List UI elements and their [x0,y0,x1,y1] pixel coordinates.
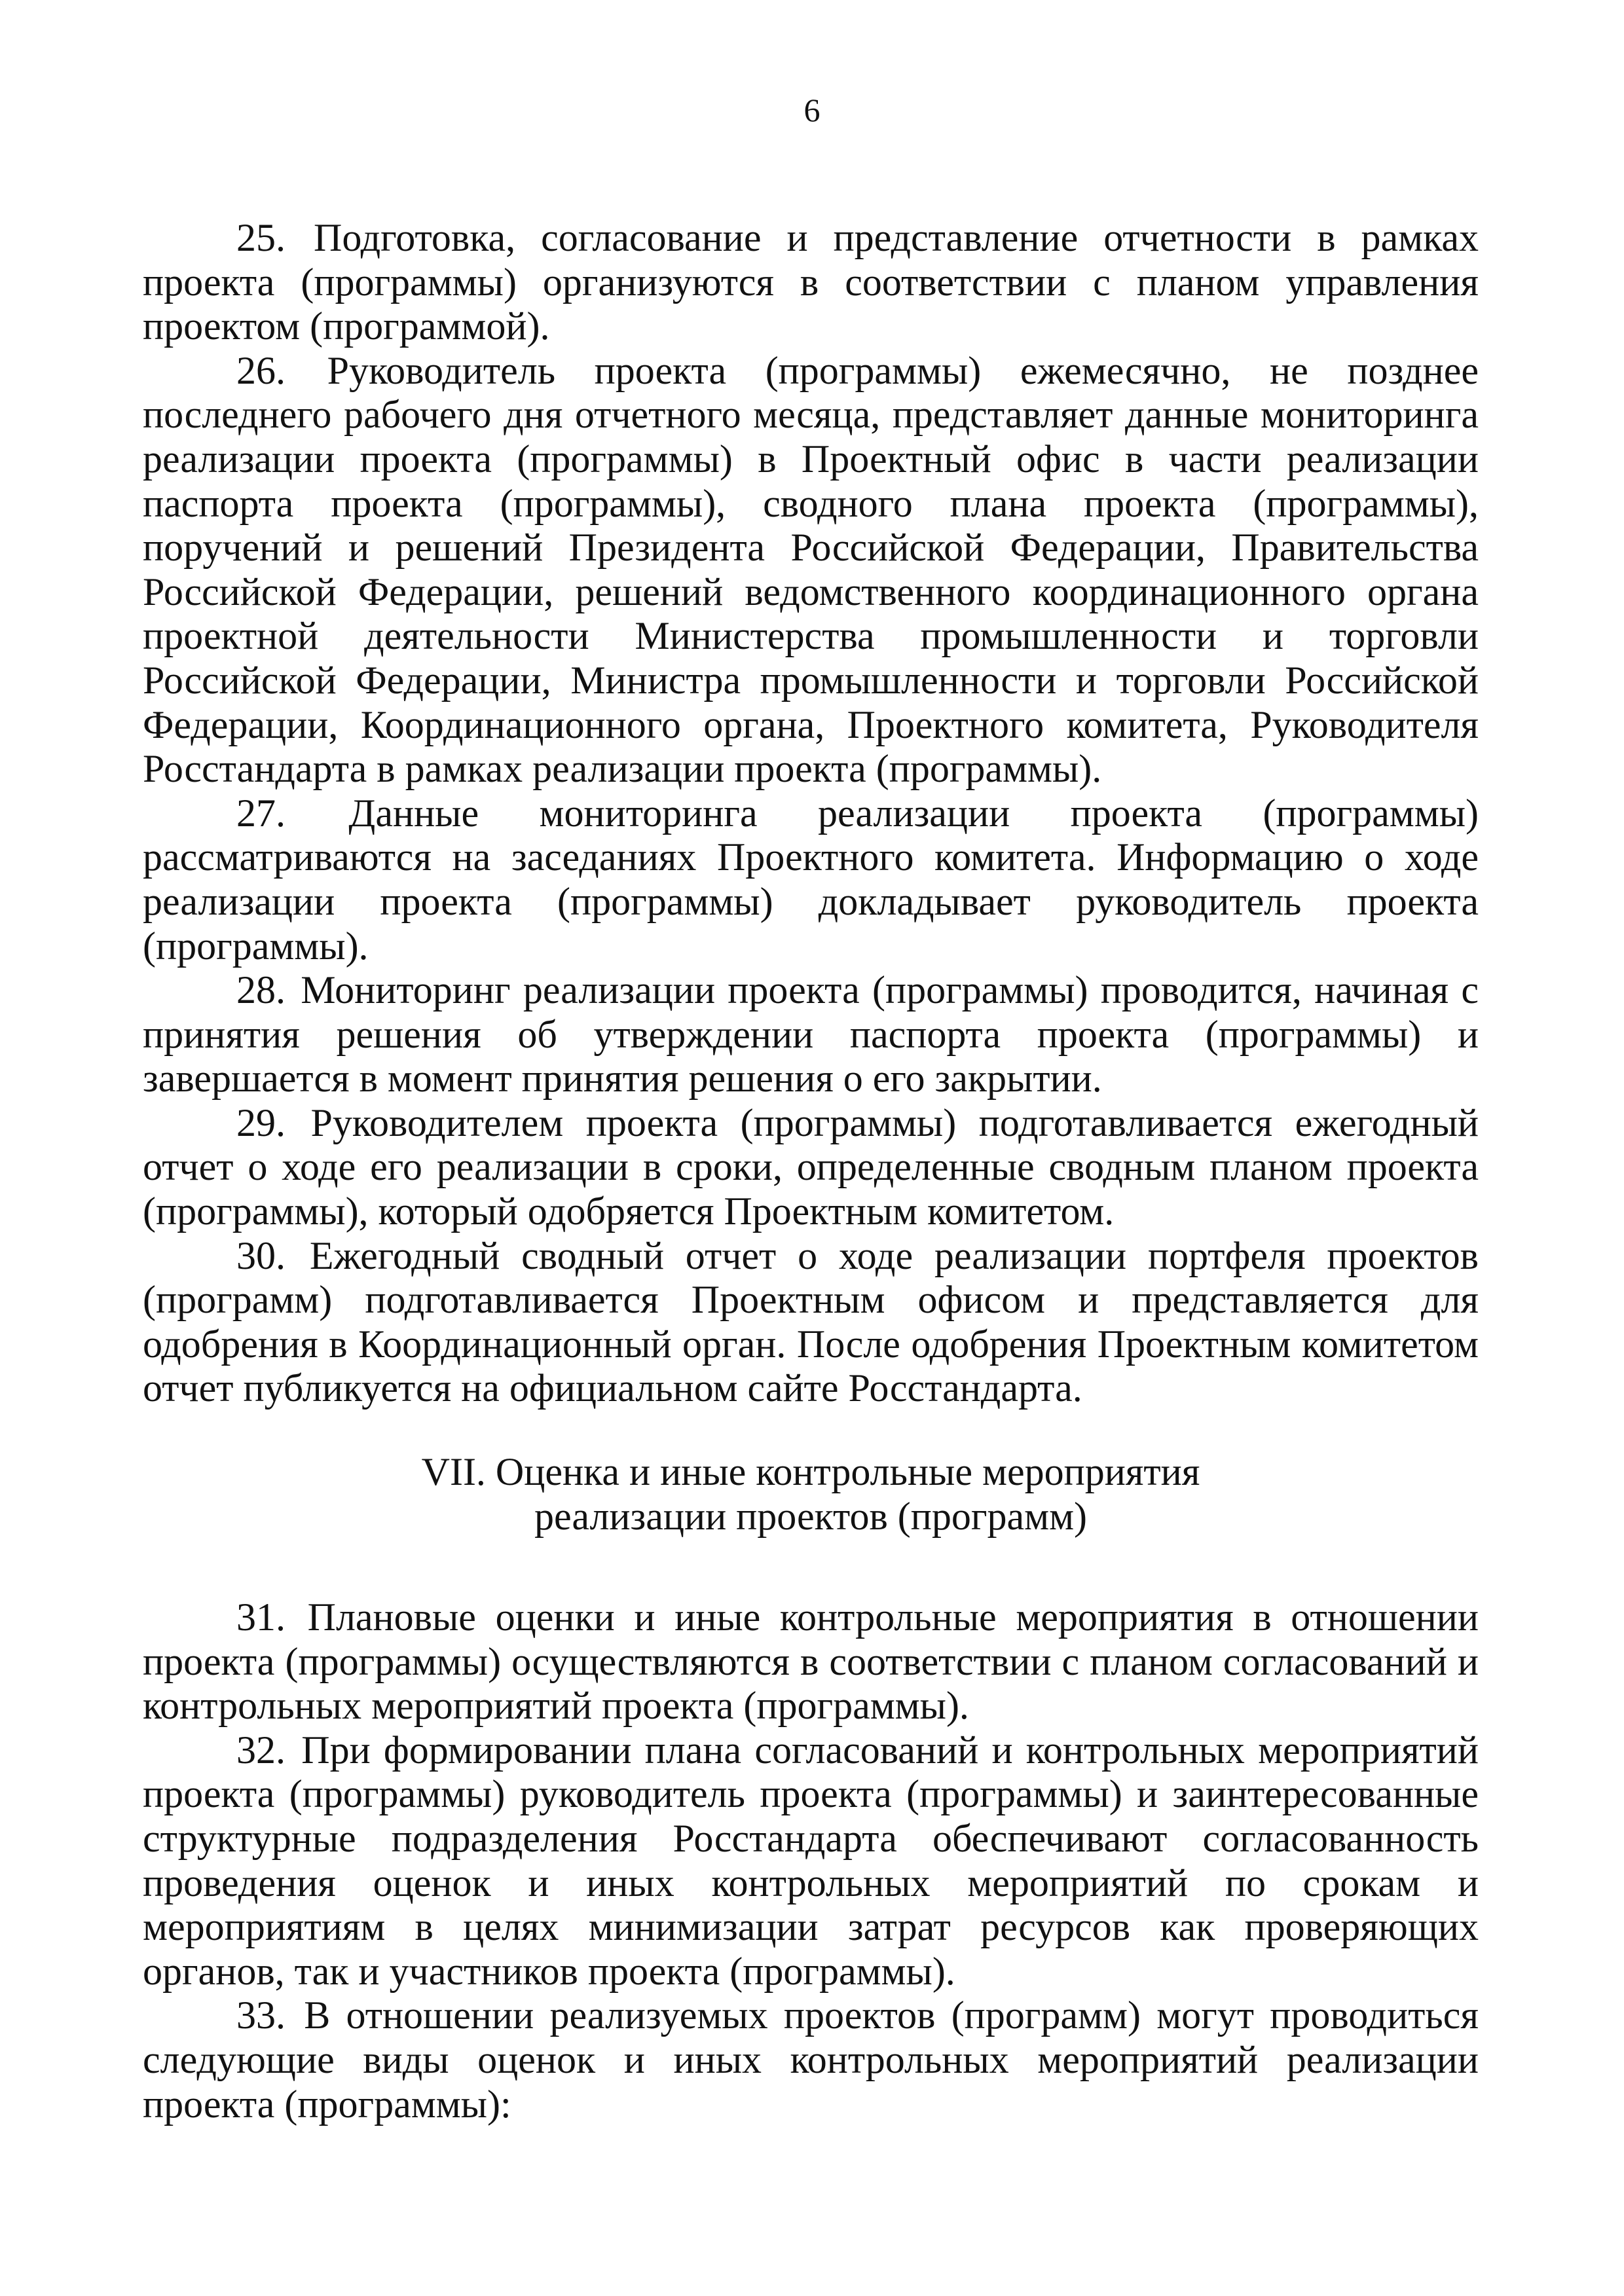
paragraph-number: 26. [236,348,286,392]
paragraph-number: 29. [236,1101,286,1144]
section-heading-line-1: VII. Оценка и иные контрольные мероприятия [421,1450,1200,1493]
paragraph-text: В отношении реализуемых проектов (программ) могут проводиться следующие виды оценок и иных контрольных мероприятий реализации проекта (программы): [143,1994,1479,2126]
paragraph-number: 31. [236,1595,286,1639]
paragraph-text: Мониторинг реализации проекта (программы) проводится, начиная с принятия решения об утверждении паспорта проекта (программы) и завершается в момент принятия решения о его закрытии. [143,968,1479,1101]
paragraph-31 [143,1595,1479,1728]
paragraph-text: Плановые оценки и иные контрольные мероприятия в отношении проекта (программы) осуществляются в соответствии с планом согласований и контрольных мероприятий проекта (программы). [143,1595,1479,1728]
paragraph-30 [143,1234,1479,1411]
section-heading [143,1450,1479,1539]
paragraph-29 [143,1101,1479,1234]
paragraph-number: 32. [236,1728,286,1772]
paragraph-33 [143,1994,1479,2126]
paragraph-text: Данные мониторинга реализации проекта (программы) рассматриваются на заседаниях Проектного комитета. Информацию о ходе реализации проекта (программы) докладывает руководитель проекта (программы). [143,791,1479,968]
paragraph-28 [143,968,1479,1101]
section-heading-line-2: реализации проектов (программ) [534,1494,1088,1538]
paragraph-number: 33. [236,1994,286,2037]
paragraph-number: 27. [236,791,286,835]
paragraph-number: 25. [236,216,286,259]
paragraph-32 [143,1728,1479,1994]
paragraph-26 [143,349,1479,792]
page-number: 6 [803,92,821,128]
paragraphs-after-section [143,1595,1479,2126]
paragraph-number: 28. [236,968,286,1012]
paragraph-text: При формировании плана согласований и контрольных мероприятий проекта (программы) руководитель проекта (программы) и заинтересованные структурные подразделения Росстандарта обеспечивают согласованность проведения оценок и иных контрольных мероприятий по срокам и мероприятиям в целях минимизации затрат ресурсов как проверяющих органов, так и участников проекта (программы). [143,1728,1479,1993]
paragraphs-before-section [143,216,1479,1411]
paragraph-27 [143,792,1479,968]
paragraph-text: Подготовка, согласование и представление отчетности в рамках проекта (программы) организуются в соответствии с планом управления проектом (программой). [143,216,1479,348]
paragraph-number: 30. [236,1233,286,1277]
paragraph-25 [143,216,1479,349]
paragraph-text: Руководителем проекта (программы) подготавливается ежегодный отчет о ходе его реализации в сроки, определенные сводным планом проекта (программы), который одобряется Проектным комитетом. [143,1101,1479,1233]
paragraph-text: Руководитель проекта (программы) ежемесячно, не позднее последнего рабочего дня отчетного месяца, представляет данные мониторинга реализации проекта (программы) в Проектный офис в части реализации паспорта проекта (программы), сводного плана проекта (программы), поручений и решений Президента Российской Федерации, Правительства Российской Федерации, решений ведомственного координационного органа проектной деятельности Министерства промышленности и торговли Российской Федерации, Министра промышленности и торговли Российской Федерации, Координационного органа, Проектного комитета, Руководителя Росстандарта в рамках реализации проекта (программы). [143,348,1479,791]
paragraph-text: Ежегодный сводный отчет о ходе реализации портфеля проектов (программ) подготавливается Проектным офисом и представляется для одобрения в Координационный орган. После одобрения Проектным комитетом отчет публикуется на официальном сайте Росстандарта. [143,1233,1479,1410]
